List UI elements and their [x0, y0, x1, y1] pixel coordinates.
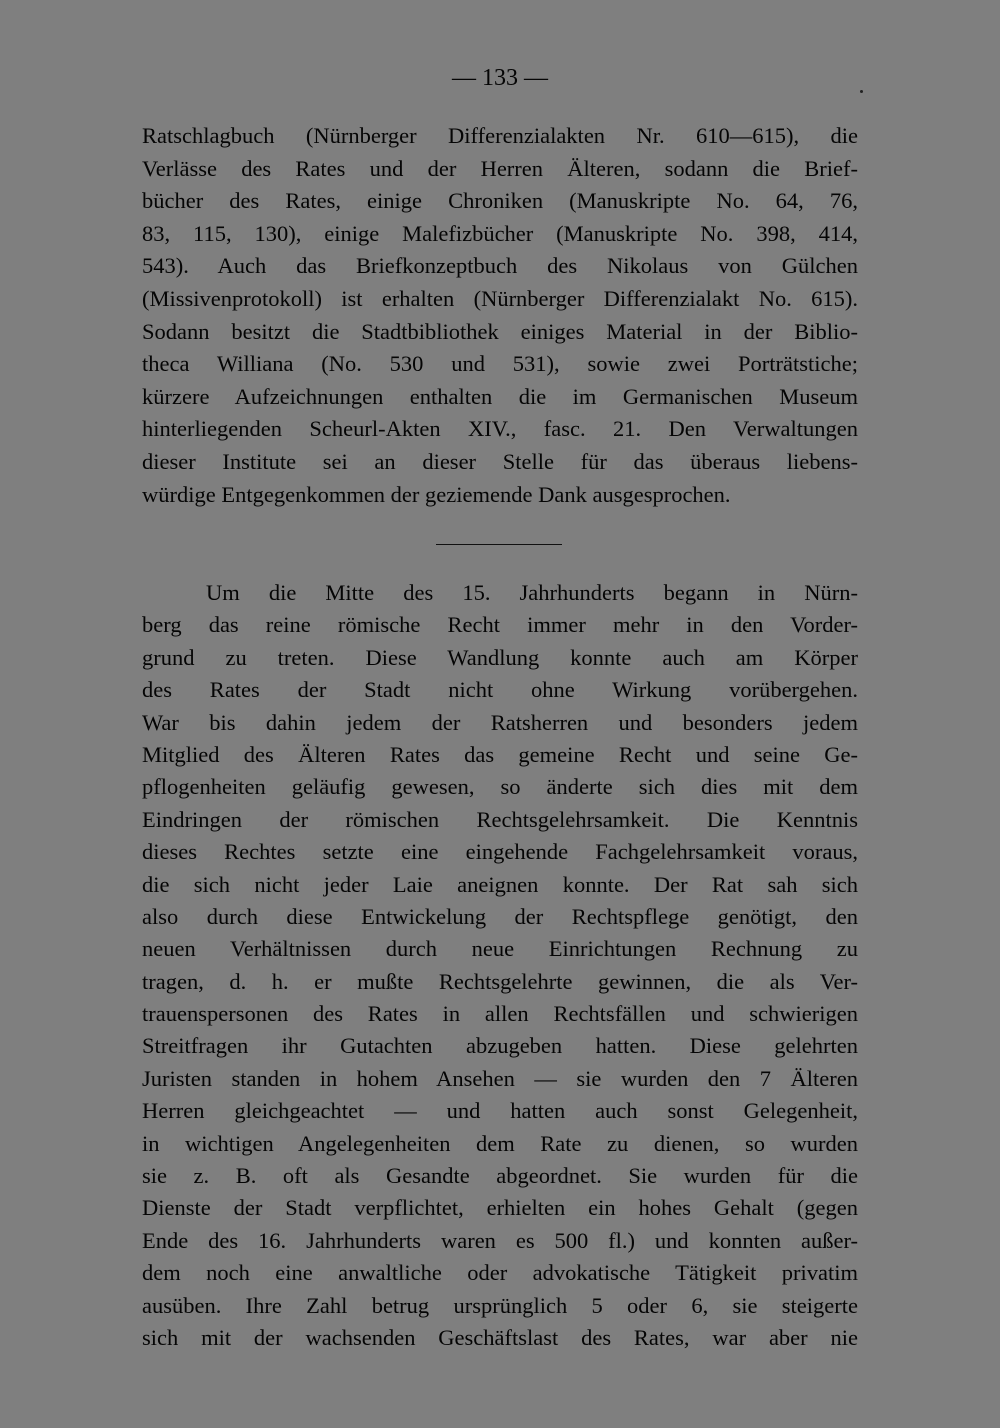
text-line: hinterliegenden Scheurl-Akten XIV., fasc. 21. Den Verwaltungen: [142, 416, 858, 442]
text-line: Eindringen der römischen Rechtsgelehrsamkeit. Die Kenntnis: [142, 806, 858, 832]
text-line: dieses Rechtes setzte eine eingehende Fachgelehrsamkeit voraus,: [142, 839, 858, 865]
text-line: (Missivenprotokoll) ist erhalten (Nürnberger Differenzialakt No. 615).: [142, 285, 858, 311]
scan-speck: [860, 90, 863, 93]
text-line: Herren gleichgeachtet — und hatten auch sonst Gelegenheit,: [142, 1098, 858, 1124]
text-line: Verlässe des Rates und der Herren Älteren, sodann die Brief-: [142, 155, 858, 181]
text-line: Mitglied des Älteren Rates das gemeine Recht und seine Ge-: [142, 741, 858, 767]
text-line: des Rates der Stadt nicht ohne Wirkung vorübergehen.: [142, 677, 858, 703]
text-line: berg das reine römische Recht immer mehr in den Vorder-: [142, 612, 858, 638]
text-line: sich mit der wachsenden Geschäftslast des Rates, war aber nie: [142, 1324, 858, 1350]
section-divider: [436, 544, 562, 545]
paragraph-sources: [142, 120, 858, 511]
text-line: War bis dahin jedem der Ratsherren und besonders jedem: [142, 709, 858, 735]
text-line: sie z. B. oft als Gesandte abgeordnet. Sie wurden für die: [142, 1163, 858, 1189]
text-line: kürzere Aufzeichnungen enthalten die im Germanischen Museum: [142, 383, 858, 409]
text-line: theca Williana (No. 530 und 531), sowie zwei Porträtstiche;: [142, 351, 858, 377]
text-line: dem noch eine anwaltliche oder advokatische Tätigkeit privatim: [142, 1260, 858, 1286]
text-line: trauenspersonen des Rates in allen Rechtsfällen und schwierigen: [142, 1001, 858, 1027]
text-line: pflogenheiten geläufig gewesen, so änderte sich dies mit dem: [142, 774, 858, 800]
text-line: 543). Auch das Briefkonzeptbuch des Nikolaus von Gülchen: [142, 253, 858, 279]
text-line: neuen Verhältnissen durch neue Einrichtungen Rechnung zu: [142, 936, 858, 962]
text-line: Sodann besitzt die Stadtbibliothek einiges Material in der Biblio-: [142, 318, 858, 344]
text-line: grund zu treten. Diese Wandlung konnte auch am Körper: [142, 644, 858, 670]
text-line: dieser Institute sei an dieser Stelle für das überaus liebens-: [142, 448, 858, 474]
text-line: Ratschlagbuch (Nürnberger Differenzialakten Nr. 610—615), die: [142, 123, 858, 148]
text-line: tragen, d. h. er mußte Rechtsgelehrte gewinnen, die als Ver-: [142, 968, 858, 994]
text-line: also durch diese Entwickelung der Rechtspflege genötigt, den: [142, 903, 858, 929]
text-line: Juristen standen in hohem Ansehen — sie wurden den 7 Älteren: [142, 1065, 858, 1091]
page-number: — 133 —: [452, 65, 548, 91]
text-line: Um die Mitte des 15. Jahrhunderts begann in Nürn-: [206, 580, 858, 605]
text-line: würdige Entgegenkommen der geziemende Dank ausgesprochen.: [142, 481, 731, 507]
paragraph-main: [142, 577, 858, 1354]
text-line: Ende des 16. Jahrhunderts waren es 500 fl.) und konnten außer-: [142, 1227, 858, 1253]
text-line: Dienste der Stadt verpflichtet, erhielten ein hohes Gehalt (gegen: [142, 1195, 858, 1221]
text-line: ausüben. Ihre Zahl betrug ursprünglich 5 oder 6, sie steigerte: [142, 1292, 858, 1318]
text-line: die sich nicht jeder Laie aneignen konnte. Der Rat sah sich: [142, 871, 858, 897]
text-line: bücher des Rates, einige Chroniken (Manuskripte No. 64, 76,: [142, 188, 858, 214]
text-line: Streitfragen ihr Gutachten abzugeben hatten. Diese gelehrten: [142, 1033, 858, 1059]
text-line: in wichtigen Angelegenheiten dem Rate zu dienen, so wurden: [142, 1130, 858, 1156]
text-line: 83, 115, 130), einige Malefizbücher (Manuskripte No. 398, 414,: [142, 220, 858, 246]
